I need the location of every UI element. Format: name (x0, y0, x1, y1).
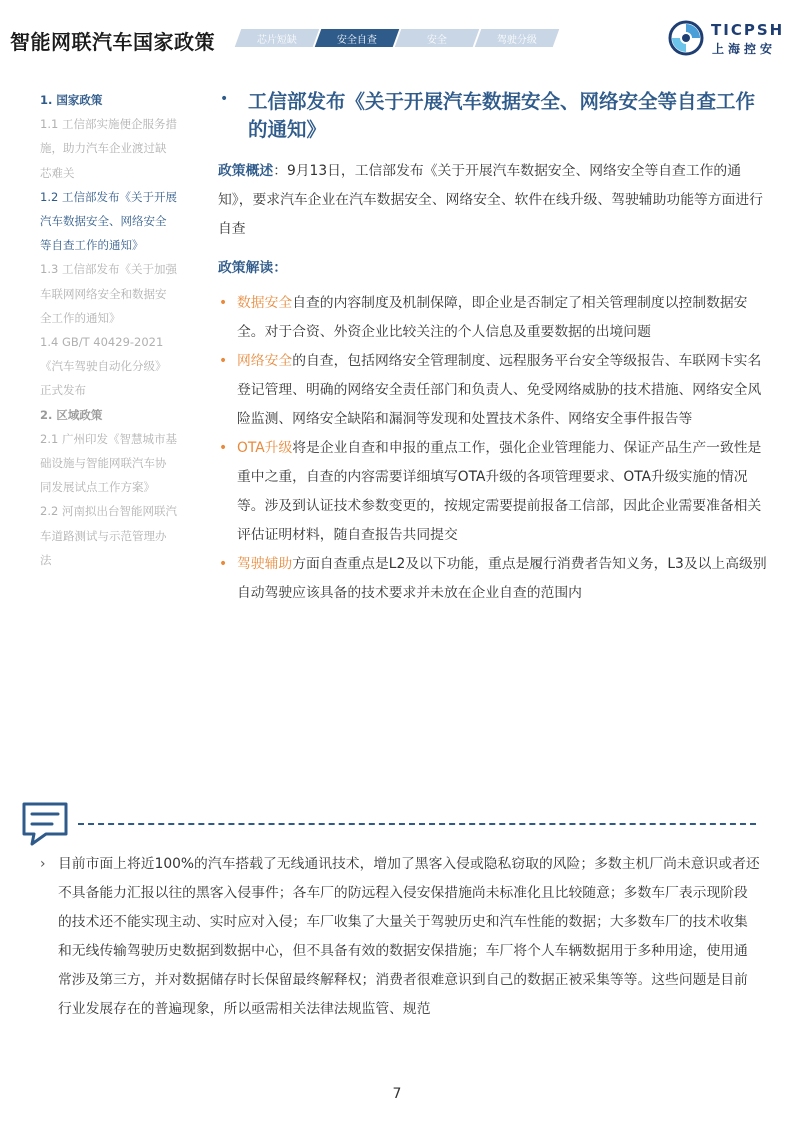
point-keyword: 网络安全 (237, 353, 293, 369)
tab-chip-shortage[interactable] (235, 29, 320, 47)
tab-label: 安全自查 (337, 34, 377, 46)
tab-label: 芯片短缺 (257, 34, 297, 46)
overview-text: ：9月13日，工信部发布《关于开展汽车数据安全、网络安全等自查工作的通知》，要求汽车企业在汽车数据安全、网络安全、软件在线升级、驾驶辅助功能等方面进行自查 (218, 163, 763, 237)
tab-security-self-check[interactable] (315, 29, 400, 47)
dashed-divider (78, 823, 756, 825)
toc-section-national-policy[interactable]: 1. 国家政策 (40, 93, 103, 107)
bullet-dot: • (219, 556, 228, 572)
page-number: 7 (392, 1086, 402, 1102)
toc-item-1-3[interactable]: 1.3 工信部发布《关于加强 (40, 262, 177, 277)
point-text: 将是企业自查和申报的重点工作，强化企业管理能力、保证产品生产一致性是重中之重，自查的内容需要详细填写OTA升级的各项管理要求、OTA升级实施的情况等。涉及到认证技术参数变更的，按规定需要提前报备工信部，因此企业需要准备相关评估证明材料，随自查报告共同提交 (237, 440, 762, 543)
overview-label: 政策概述 (218, 163, 274, 179)
bullet-dot: • (219, 353, 228, 369)
toc-item-2-1[interactable]: 础设施与智能网联汽车协 (40, 456, 167, 471)
list-item-data-security (218, 289, 770, 347)
comment-icon (20, 800, 70, 848)
toc-item-2-2[interactable]: 法 (40, 552, 52, 567)
logo-chinese-text: 上海控安 (712, 42, 777, 56)
section-title: 工信部发布《关于开展汽车数据安全、网络安全等自查工作的通知》 (248, 90, 756, 141)
tab-label: 安全 (427, 34, 447, 46)
policy-overview (218, 157, 770, 244)
note-text: 目前市面上将近100%的汽车搭载了无线通讯技术，增加了黑客入侵或隐私窃取的风险；多数主机厂尚未意识或者还不具备能力汇报以往的黑客入侵事件；各车厂的防远程入侵安保措施尚未标准化且比较随意；多数车厂表示现阶段的技术还不能实现主动、实时应对入侵；车厂收集了大量关于驾驶历史和汽车性能的数据；大多数车厂的技术收集和无线传输驾驶历史数据到数据中心，但不具备有效的数据安保措施；车厂将个人车辆数据用于多种用途，使用通常涉及第三方，并对数据储存时长保留最终解释权；消费者很难意识到自己的数据正被采集等等。这些问题是目前行业发展存在的普遍现象，所以亟需相关法律法规监管、规范 (58, 856, 760, 1017)
table-of-contents (40, 88, 200, 572)
list-item-network-security (218, 347, 770, 434)
page-header (0, 0, 794, 80)
logo-english-text: TICPSH (711, 21, 785, 39)
tab-driving-levels[interactable] (475, 29, 560, 47)
toc-item-1-1[interactable]: 芯难关 (40, 165, 75, 180)
document-title: 智能网联汽车国家政策 (10, 30, 215, 54)
point-keyword: 驾驶辅助 (237, 556, 293, 572)
tab-security[interactable] (395, 29, 480, 47)
toc-item-1-4[interactable]: 《汽车驾驶自动化分级》 (40, 359, 167, 374)
toc-item-2-1[interactable]: 2.1 广州印发《智慧城市基 (40, 431, 177, 446)
toc-item-1-4[interactable]: 1.4 GB/T 40429-2021 (40, 335, 164, 350)
tab-label: 驾驶分级 (497, 34, 537, 46)
heading-bullet: • (220, 91, 229, 107)
interpretation-colon: ： (273, 260, 287, 276)
point-text: 自查的内容制度及机制保障，即企业是否制定了相关管理制度以控制数据安全。对于合资、外资企业比较关注的个人信息及重要数据的出境问题 (237, 295, 748, 340)
list-item-driving-assist (218, 550, 770, 608)
toc-item-2-1[interactable]: 同发展试点工作方案》 (40, 480, 155, 495)
list-item-ota-upgrade (218, 434, 770, 550)
section-heading (218, 88, 770, 144)
company-logo (668, 20, 788, 60)
point-keyword: 数据安全 (237, 295, 293, 311)
point-keyword: OTA升级 (237, 440, 293, 456)
bullet-dot: • (219, 295, 228, 311)
point-text: 的自查，包括网络安全管理制度、远程服务平台安全等级报告、车联网卡实名登记管理、明确的网络安全责任部门和负责人、免受网络威胁的技术措施、网络安全风险监测、网络安全缺陷和漏洞等发现和处置技术条件、网络安全事件报告等 (237, 353, 762, 427)
section-tabs (238, 29, 558, 47)
policy-interpretation-heading (218, 254, 770, 283)
toc-item-1-4[interactable]: 正式发布 (40, 383, 86, 398)
chevron-right-icon: › (40, 856, 46, 872)
toc-section-regional-policy[interactable]: 2. 区域政策 (40, 407, 103, 422)
analysis-note (40, 850, 760, 1024)
interpretation-points (218, 289, 770, 608)
interpretation-label: 政策解读 (218, 260, 274, 276)
main-content (218, 88, 770, 608)
point-text: 方面自查重点是L2及以下功能，重点是履行消费者告知义务，L3及以上高级别自动驾驶应该具备的技术要求并未放在企业自查的范围内 (237, 556, 767, 601)
toc-item-1-3[interactable]: 全工作的通知》 (40, 310, 121, 325)
toc-item-1-3[interactable]: 车联网网络安全和数据安 (40, 286, 167, 301)
bullet-dot: • (219, 440, 228, 456)
toc-item-2-2[interactable]: 车道路测试与示范管理办 (40, 528, 167, 543)
toc-item-1-2-active[interactable]: 等自查工作的通知》 (40, 238, 144, 253)
logo-mark-icon (668, 20, 704, 56)
toc-item-1-1[interactable]: 施，助力汽车企业渡过缺 (40, 141, 167, 156)
toc-item-2-2[interactable]: 2.2 河南拟出台智能网联汽 (40, 504, 177, 519)
toc-item-1-1[interactable]: 1.1 工信部实施便企服务措 (40, 117, 177, 132)
toc-item-1-2-active[interactable]: 1.2 工信部发布《关于开展 (40, 189, 177, 204)
toc-item-1-2-active[interactable]: 汽车数据安全、网络安全 (40, 214, 167, 229)
